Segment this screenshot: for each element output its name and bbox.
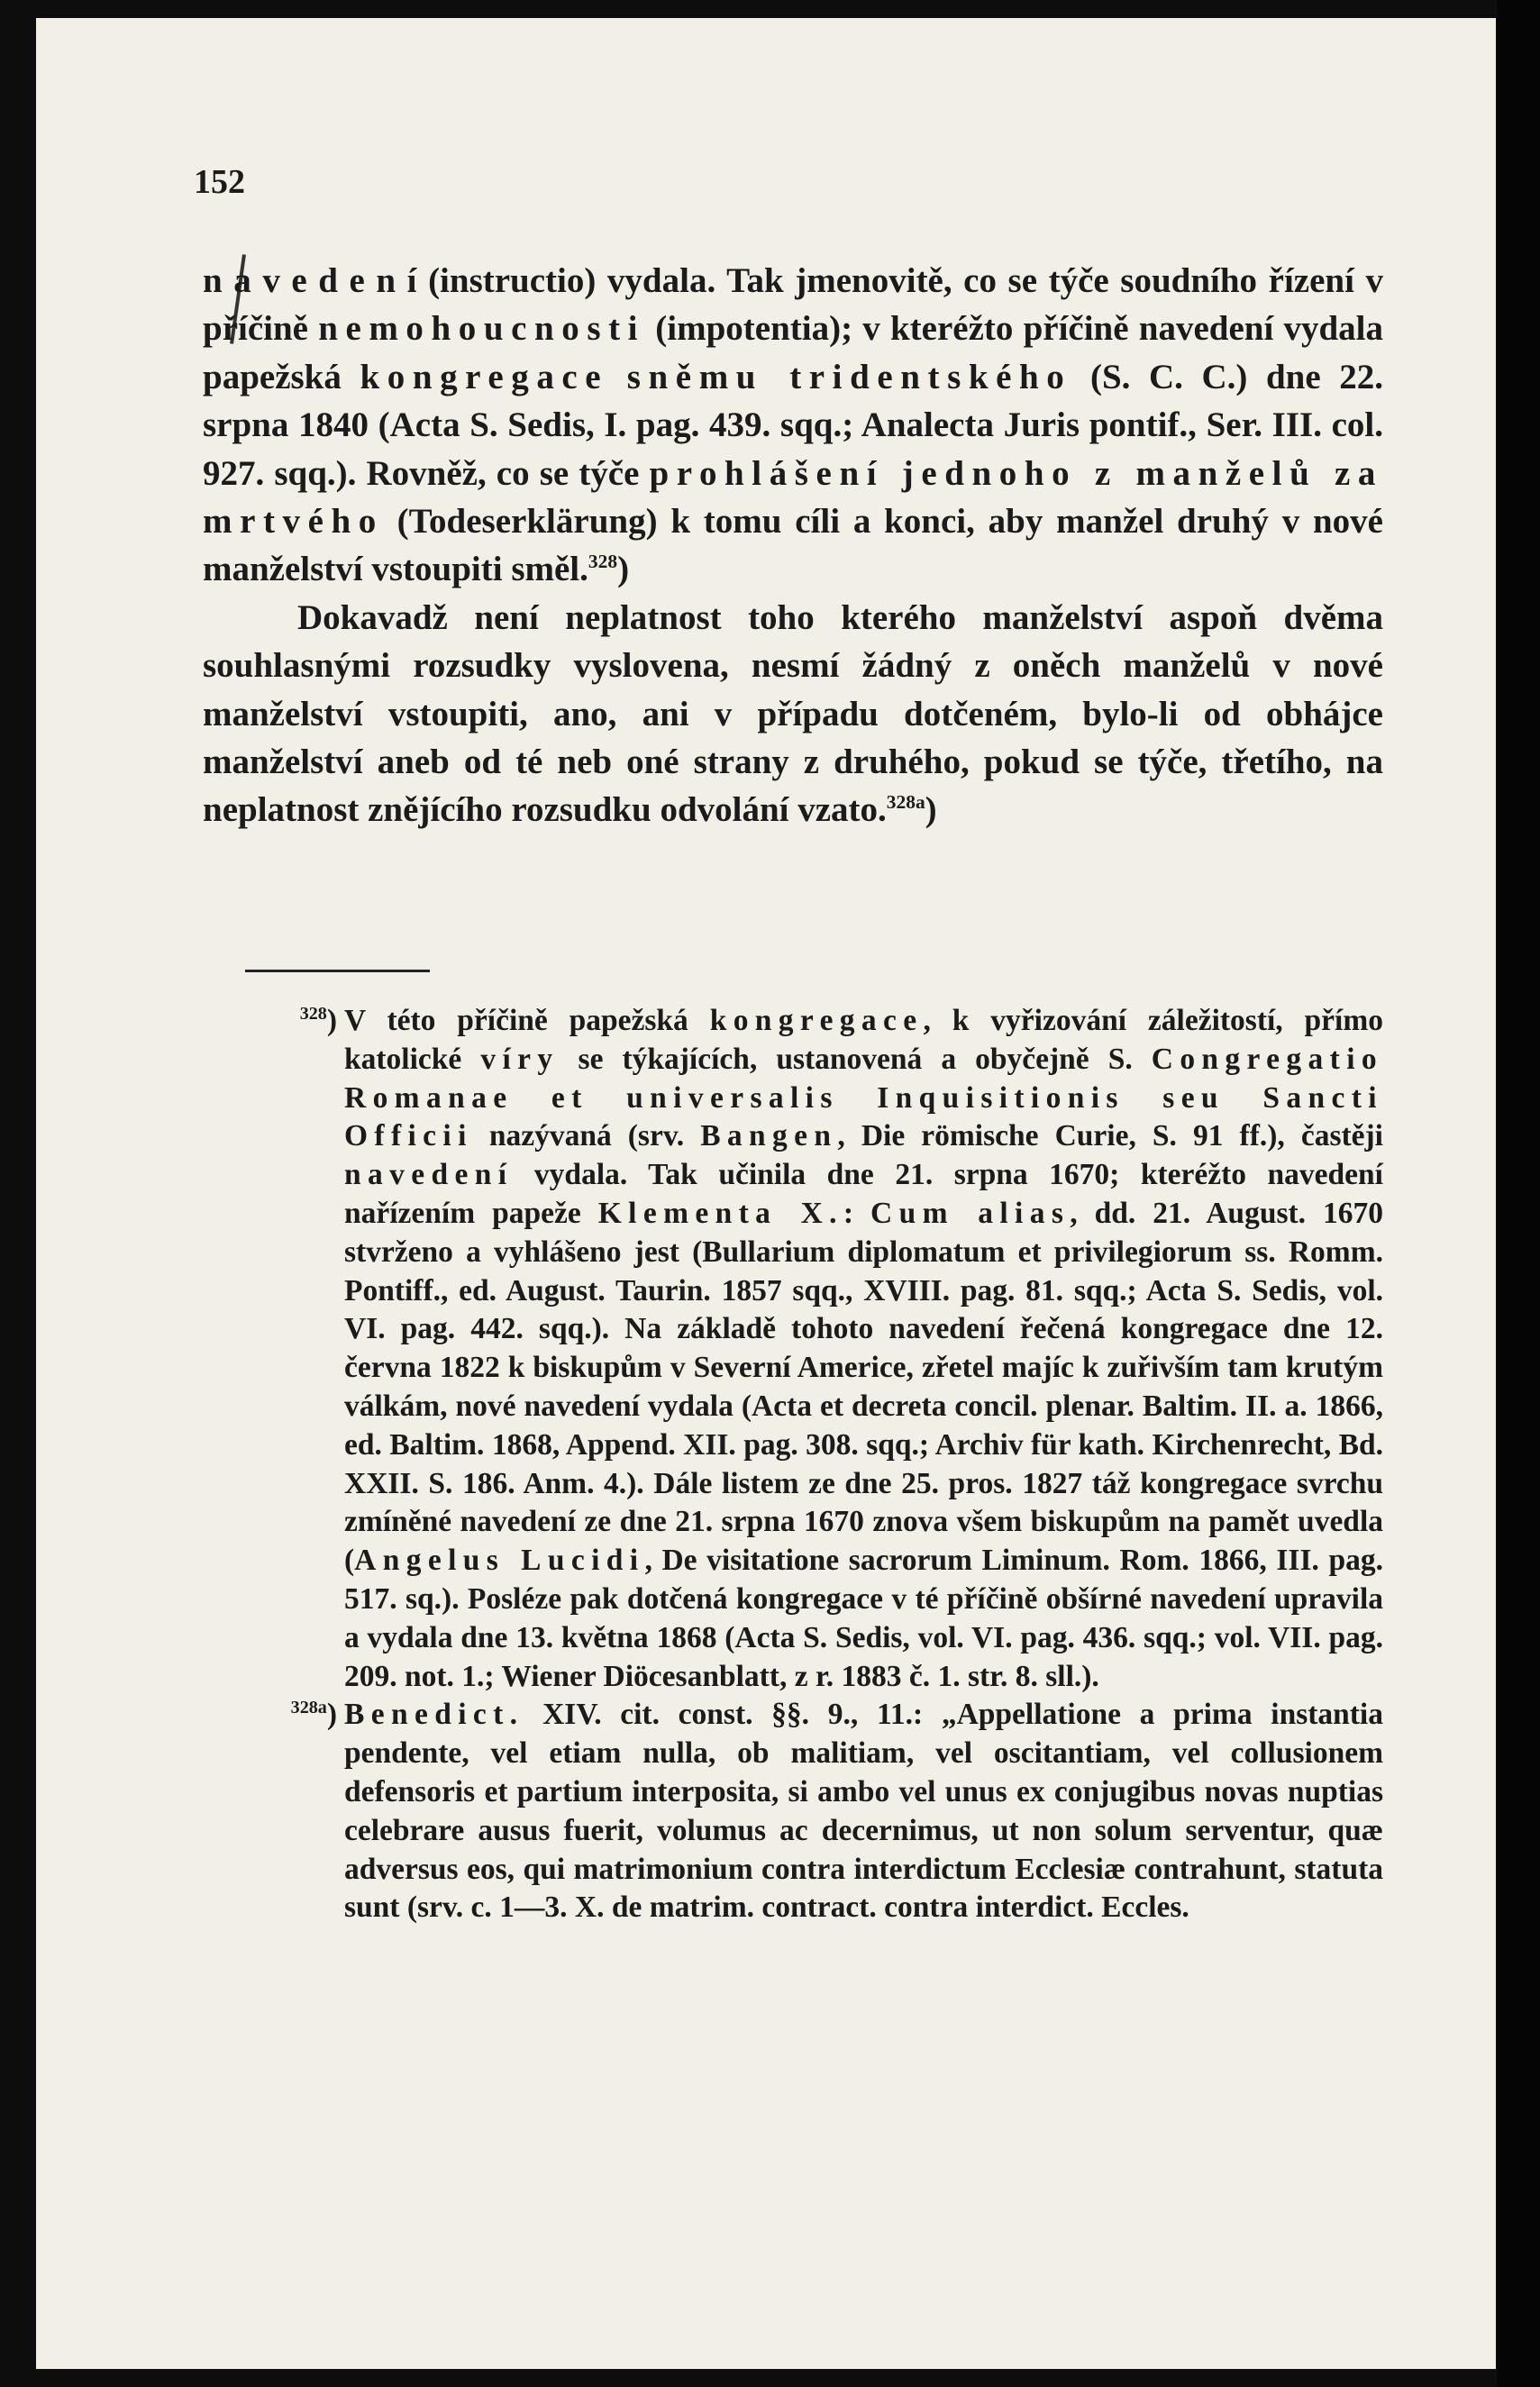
footnote-328-run: Bangen — [700, 1119, 838, 1153]
page-number: 152 — [194, 163, 245, 201]
footnote-328a-run: Benedict. — [344, 1698, 524, 1732]
footnote-mark: $^{328}$) — [299, 1003, 337, 1037]
footnote-ref-328: 328 — [588, 551, 618, 573]
paragraph-1-run: sněmu tridentského — [626, 357, 1072, 396]
footnote-328-run: navedení — [344, 1158, 514, 1192]
footnote-328-run: , k vyřizování záležitostí, přímo katolické — [344, 1004, 1383, 1076]
footnote-328-run: V této příčině papežská — [344, 1004, 710, 1037]
footnote-328-run: Congregatio Romanae et universalis Inquisitionis seu Sancti Officii — [344, 1042, 1383, 1153]
paragraph-2: Dokavadž není neplatnost toho kterého manželství aspoň dvěma souhlasnými rozsudky vyslovena, nesmí žádný z oněch manželů v nové manželství vstoupiti, ano, ani v případu dotčeném, bylo-li od obhájce manželství aneb od té neb oné strany z druhého, pokud se týče, třetího, na neplatnost znějícího rozsudku odvolání vzato.$^{328a}$) — [203, 597, 1383, 830]
paragraph-1-run: (S. C. C.) dne 22. srpna 1840 (Acta S. Sedis, I. pag. 439. sqq.; Analecta Juris pontif., Ser. III. col. 927. sqq.). Rovněž, co se týče — [203, 357, 1384, 493]
paragraph-2-text: Dokavadž není neplatnost toho kterého manželství aspoň dvěma souhlasnými rozsudky vyslovena, nesmí žádný z oněch manželů v nové manželství vstoupiti, ano, ani v případu dotčeném, bylo-li od obhájce manželství aneb od té neb oné strany z druhého, pokud se týče, třetího, na neplatnost znějícího rozsudku odvolání vzato. — [203, 597, 1383, 830]
footnote-mark-number: 328 — [299, 1003, 327, 1024]
footnote-328 — [207, 1002, 1383, 1696]
paragraph-1: n a v e d e n í (instructio) vydala. Tak jmenovitě, co se týče soudního řízení v příčině nemohoucnosti (impotentia); v kteréžto příčině navedení vydala papežská kongregace sněmu tridentského (S. C. C.) dne 22. srpna 1840 (Acta S. Sedis, I. pag. 439. sqq.; Analecta Juris pontif., Ser. III. col. 927. sqq.). Rovněž, co se týče prohlášení jednoho z manželů za mrtvého (Todeserklärung) k tomu cíli a konci, aby manžel druhý v nové manželství vstoupiti směl.$^{328}$) — [203, 261, 1384, 589]
footnote-328-run: Cum alias — [870, 1196, 1071, 1230]
paragraph-1-run: n a v e d e n í — [203, 261, 417, 300]
footnote-mark: $^{328a}$) — [290, 1698, 337, 1732]
paragraph-1-run — [608, 358, 627, 396]
footnote-328a-run: XIV. cit. const. §§. 9., 11.: „Appellatione a prima instantia pendente, vel etiam nulla, ob malitiam, vel oscitantiam, vel collusionem defensoris et partium interposita, si ambo vel unus ex conjugibus novas nuptias celebrare ausus fuerit, volumus ac decernimus, ut non solum serventur, quæ adversus eos, qui matrimonium contra interdictum Ecclesiæ contrahunt, statuta sunt (srv. c. 1—3. X. de matrim. contract. contra interdict. Eccles. — [344, 1698, 1383, 1925]
main-text — [203, 257, 1383, 834]
footnote-328-run: : — [843, 1196, 871, 1230]
footnote-328-run: , Die römische Curie, S. 91 ff.), častěji — [837, 1119, 1383, 1153]
scan-edge — [1497, 0, 1540, 2387]
footnote-328-run: , dd. 21. August. 1670 stvrženo a vyhlášeno jest (Bullarium diplomatum et privilegiorum ss. Romm. Pontiff., ed. August. Taurin. 1857 sqq., XVIII. pag. 81. sqq.; Acta S. Sedis, vol. VI. pag. 442. sqq.). Na základě tohoto navedení řečená kongregace dne 12. června 1822 k biskupům v Severní Americe, zřetel majíc k zuřivším tam krutým válkám, nové navedení vydala (Acta et decreta concil. plenar. Baltim. II. a. 1866, ed. Baltim. 1868, Append. XII. pag. 308. sqq.; Archiv für kath. Kirchenrecht, Bd. XXII. S. 186. Anm. 4.). Dále listem ze dne 25. pros. 1827 táž kongregace svrchu zmíněné navedení ze dne 21. srpna 1670 znova všem biskupům na pamět uvedla ( — [344, 1196, 1383, 1578]
footnote-328-run: Angelus Lucidi — [354, 1544, 645, 1578]
paragraph-1-run: (Todeserklärung) k tomu cíli a konci, aby manžel druhý v nové manželství vstoupiti směl. — [203, 502, 1383, 589]
paragraph-1-run: (impotentia); v kteréžto příčině navedení vydala papežská — [203, 309, 1383, 396]
footnote-328-run: víry — [480, 1042, 560, 1076]
footnote-separator — [245, 970, 430, 972]
footnote-328-run: nazývaná (srv. — [472, 1119, 701, 1153]
footnotes — [207, 1002, 1383, 1927]
paragraph-1-run: nemohoucnosti — [318, 309, 646, 349]
footnote-328-run: se týkajících, ustanovená a obyčejně S. — [559, 1042, 1152, 1076]
paragraph-1-run: kongregace — [360, 357, 609, 396]
footnote-ref-328a: 328a — [886, 791, 925, 814]
paragraph-1-run: (instructio) vydala. Tak jmenovitě, co se týče soudního řízení v příčině — [203, 261, 1383, 349]
book-page — [36, 18, 1496, 2369]
footnote-328-run: vydala. Tak učinila dne 21. srpna 1670; kteréžto navedení nařízením papeže — [344, 1158, 1383, 1230]
paragraph-1-run: prohlášení jednoho z manželů za mrtvého — [203, 453, 1383, 542]
footnote-328a — [207, 1696, 1383, 1927]
footnote-328-run: Klementa X. — [597, 1196, 843, 1230]
footnote-328-run: , De visitatione sacrorum Liminum. Rom. 1866, III. pag. 517. sq.). Posléze pak dotčená kongregace v té příčině obšírné navedení upravila a vydala dne 13. května 1868 (Acta S. Sedis, vol. VI. pag. 436. sqq.; vol. VII. pag. 209. not. 1.; Wiener Diöcesanblatt, z r. 1883 č. 1. str. 8. sll.). — [344, 1544, 1383, 1693]
footnote-mark-number: 328a — [290, 1698, 327, 1718]
footnote-328-run: kongregace — [709, 1004, 924, 1037]
